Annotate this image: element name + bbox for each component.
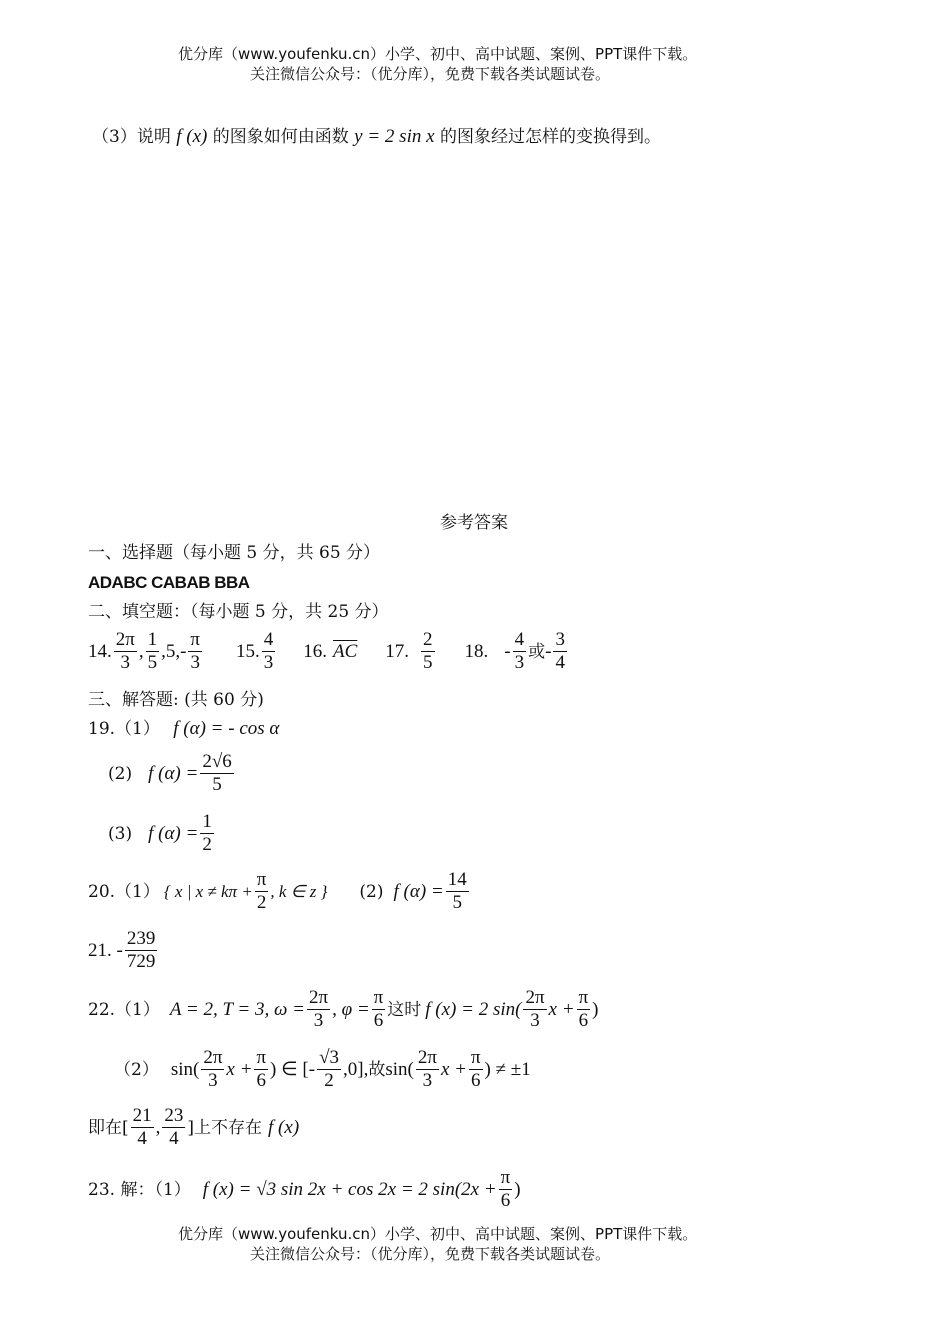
q19-label: 19.（1） <box>88 719 160 739</box>
q14-fraction-1: $\frac{2\pi}{3}$ <box>115 629 135 673</box>
q22-sin-open: sin( <box>170 1058 200 1080</box>
q21 <box>88 929 159 972</box>
q22-e-fraction: $\frac{√3}{2}$ <box>319 1047 340 1091</box>
q19-part-1 <box>88 718 279 740</box>
q14-fraction-3: $\frac{\pi}{3}$ <box>190 629 201 673</box>
q16-vector: $\overline{AC}$ <box>333 640 358 662</box>
q22-omega-fraction: $\frac{2\pi}{3}$ <box>308 987 329 1031</box>
q14-sep: , <box>138 640 144 662</box>
q19-expr-1: f (α) = - cos α <box>173 718 280 739</box>
q22-x-plus: x + <box>548 998 575 1020</box>
q22-part-1 <box>88 988 598 1031</box>
q18-minus-1: - <box>504 640 511 662</box>
q16-label: 16. <box>303 640 328 662</box>
question-3-fx: f (x) <box>176 126 208 147</box>
q23 <box>88 1168 521 1211</box>
answer-title: 参考答案 <box>440 513 508 533</box>
fill-answers <box>88 630 569 673</box>
section-1-heading: 一、选择题（每小题 5 分，共 65 分） <box>88 543 381 563</box>
section-2-heading: 二、填空题：（每小题 5 分，共 25 分） <box>88 602 389 622</box>
q19-part-3 <box>108 812 216 855</box>
question-3-func: y = 2 sin x <box>354 126 435 147</box>
q19-fraction-3: $\frac{1}{2}$ <box>202 811 212 855</box>
q22-expr-1: A = 2, T = 3, ω = <box>169 998 305 1020</box>
q20-lhs-2: f (α) = <box>393 880 444 902</box>
q22-part-2 <box>114 1048 531 1091</box>
q17-fraction: $\frac{2}{5}$ <box>423 629 433 673</box>
q23-expr: f (x) = √3 sin 2x + cos 2x = 2 sin(2x + <box>202 1178 497 1200</box>
q22-f-x: x + <box>440 1058 467 1080</box>
q22-phi-fraction: $\frac{\pi}{6}$ <box>373 987 384 1031</box>
q19-fraction-2: $\frac{2√6}{5}$ <box>202 751 232 795</box>
q22-label: 22.（1） <box>88 999 160 1020</box>
q22-g-fraction: $\frac{\pi}{6}$ <box>470 1047 481 1091</box>
footer-line-1: 优分库（www.youfenku.cn）小学、初中、高中试题、案例、PPT课件下载。 <box>178 1225 698 1243</box>
q23-close: ) <box>514 1178 521 1200</box>
q22-h-fraction: $\frac{21}{4}$ <box>132 1105 152 1149</box>
q14-fraction-2: $\frac{1}{5}$ <box>147 629 158 673</box>
q22-in-range: ) ∈ [- <box>270 1058 316 1080</box>
q20-set-post: , k ∈ z } <box>270 881 328 901</box>
q14-mid: ,5,- <box>161 640 187 662</box>
header-line-2: 关注微信公众号：（优分库），免费下载各类试题试卷。 <box>250 65 611 83</box>
q22-c-x: x + <box>226 1058 253 1080</box>
q22-c-fraction: $\frac{2\pi}{3}$ <box>203 1047 223 1091</box>
question-3-prefix: （3）说明 <box>92 127 171 147</box>
q18-or: 或 <box>528 641 546 662</box>
q22-a-fraction: $\frac{2\pi}{3}$ <box>525 987 545 1031</box>
q22-sin-2: sin( <box>385 1058 414 1080</box>
q22-gu: 故 <box>368 1059 386 1080</box>
q14-label: 14. <box>88 640 112 662</box>
q20 <box>88 870 471 913</box>
q19-lhs-2: f (α) = <box>148 762 199 784</box>
q18-fraction-1: $\frac{4}{3}$ <box>514 629 525 673</box>
q18-label: 18. <box>464 640 489 662</box>
q22-f-fraction: $\frac{2\pi}{3}$ <box>417 1047 437 1091</box>
q22-b-fraction: $\frac{\pi}{6}$ <box>578 987 589 1031</box>
q22-comma: , <box>155 1116 161 1138</box>
q22-line3-post: ]上不存在 <box>187 1117 263 1138</box>
q22-close: ) <box>592 998 599 1020</box>
section-3-heading: 三、解答题: (共 60 分) <box>88 690 264 710</box>
q21-fraction: $\frac{239}{729}$ <box>126 928 156 972</box>
q17-label: 17. <box>385 640 410 662</box>
q22-d-fraction: $\frac{\pi}{6}$ <box>256 1047 267 1091</box>
q20-fraction-2: $\frac{14}{5}$ <box>447 869 467 913</box>
question-3-mid: 的图象如何由函数 <box>212 127 349 147</box>
choice-answers: ADABC CABAB BBA <box>88 573 250 592</box>
question-3 <box>92 126 661 148</box>
q22-i-fraction: $\frac{23}{4}$ <box>164 1105 184 1149</box>
q20-label: 20.（1） <box>88 881 160 902</box>
q22-range-end: ,0], <box>343 1058 369 1080</box>
q22-line3-fx: f (x) <box>268 1116 300 1138</box>
q19-label-2: (2) <box>108 763 133 784</box>
header-line-1: 优分库（www.youfenku.cn）小学、初中、高中试题、案例、PPT课件下载。 <box>178 45 698 63</box>
q23-fraction: $\frac{\pi}{6}$ <box>500 1167 511 1211</box>
footer-line-2: 关注微信公众号：（优分库），免费下载各类试题试卷。 <box>250 1245 611 1263</box>
question-3-suffix: 的图象经过怎样的变换得到。 <box>439 127 661 147</box>
q15-fraction: $\frac{4}{3}$ <box>263 629 274 673</box>
q21-label: 21. - <box>88 939 123 961</box>
q22-line-3 <box>88 1106 299 1149</box>
q22-expr-2: , φ = <box>332 998 370 1020</box>
q22-zheshi: 这时 <box>387 999 422 1020</box>
q20-set-fraction: $\frac{\pi}{2}$ <box>256 869 267 913</box>
q19-label-3: (3) <box>108 823 133 844</box>
q19-part-2 <box>108 752 236 795</box>
q15-label: 15. <box>236 640 260 662</box>
q18-minus-2: - <box>545 640 552 662</box>
q22-fx: f (x) = 2 sin( <box>425 998 522 1020</box>
q20-set-pre: { x | x ≠ kπ + <box>163 881 253 901</box>
q18-fraction-2: $\frac{3}{4}$ <box>555 629 565 673</box>
q19-lhs-3: f (α) = <box>148 822 199 844</box>
q22-line3-pre: 即在[ <box>88 1117 129 1138</box>
q22-label-2: （2） <box>114 1059 159 1080</box>
q23-label: 23. 解：（1） <box>88 1179 191 1200</box>
q22-neq: ) ≠ ±1 <box>484 1058 531 1080</box>
q20-label-2: (2) <box>359 881 384 902</box>
